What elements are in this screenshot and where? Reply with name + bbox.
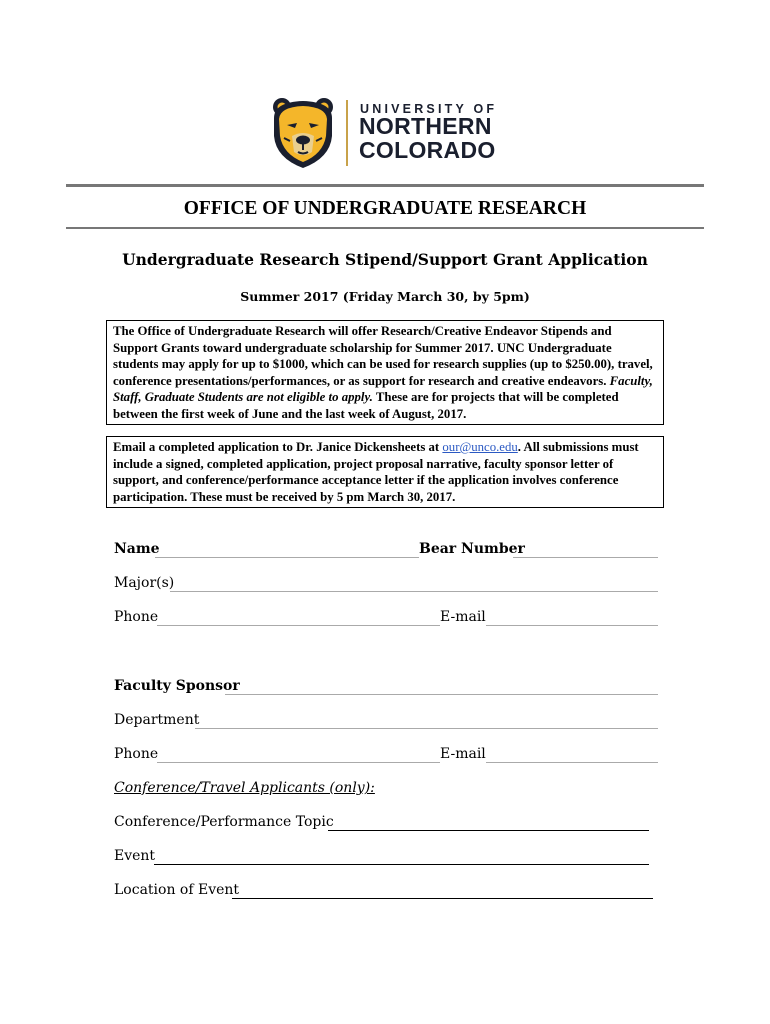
deadline-subtitle: Summer 2017 (Friday March 30, by 5pm): [240, 289, 530, 304]
conference-section-row: [114, 780, 658, 798]
event-row: [114, 848, 658, 866]
submission-text-start: Email a completed application to Dr. Janice Dickensheets at: [113, 440, 443, 454]
faculty-sponsor-field[interactable]: [225, 694, 658, 695]
logo-colorado: COLORADO: [359, 137, 496, 163]
student-phone-field[interactable]: [157, 625, 440, 626]
header-rule-top: [66, 184, 704, 187]
sponsor-phone-row: [114, 746, 658, 764]
program-info-box: [106, 320, 664, 425]
unc-logo: [270, 96, 510, 172]
department-row: [114, 712, 658, 730]
department-label: Department: [114, 712, 200, 728]
majors-label: Major(s): [114, 575, 175, 591]
event-location-field[interactable]: [232, 898, 653, 899]
event-label: Event: [114, 848, 156, 864]
name-field[interactable]: [155, 557, 419, 558]
event-field[interactable]: [154, 864, 649, 865]
office-title: OFFICE OF UNDERGRADUATE RESEARCH: [183, 198, 587, 219]
application-title: Undergraduate Research Stipend/Support Grant Application: [122, 250, 648, 269]
student-phone-label: Phone: [114, 609, 159, 625]
logo-divider: [346, 100, 348, 166]
event-location-label: Location of Event: [114, 882, 240, 898]
submission-info-box: [106, 436, 664, 508]
bear-head-icon: [270, 96, 336, 170]
sponsor-phone-label: Phone: [114, 746, 159, 762]
conference-topic-label: Conference/Performance Topic: [114, 814, 334, 830]
majors-field[interactable]: [170, 591, 658, 592]
conference-topic-field[interactable]: [328, 830, 649, 831]
student-email-field[interactable]: [486, 625, 658, 626]
logo-university-of: UNIVERSITY OF: [360, 102, 498, 116]
eligibility-note: Faculty, Staff, Graduate Students are not eligible to apply.: [113, 373, 653, 405]
faculty-sponsor-label: Faculty Sponsor: [114, 678, 240, 694]
sponsor-email-label: E-mail: [440, 746, 486, 762]
logo-northern: NORTHERN: [359, 113, 492, 139]
program-timeline-text: These are for projects that will be completed between the first week of June and the last week of August, 2017.: [113, 390, 619, 421]
conference-topic-row: [114, 814, 658, 832]
event-location-row: [114, 882, 658, 900]
bear-number-field[interactable]: [513, 557, 658, 558]
header-rule-bottom: [66, 227, 704, 229]
majors-row: [114, 575, 658, 593]
conference-section-label: Conference/Travel Applicants (only):: [114, 780, 375, 796]
faculty-sponsor-row: [114, 678, 658, 696]
sponsor-email-field[interactable]: [486, 762, 658, 763]
submission-requirements-text: . All submissions must include a signed, completed application, project proposal narrative, faculty sponsor letter of support, and conference/performance acceptance letter if the application involves conference participation. These must be received by 5 pm March 30, 2017.: [113, 440, 639, 504]
sponsor-phone-field[interactable]: [157, 762, 440, 763]
name-row: [114, 541, 658, 559]
name-label: Name: [114, 541, 160, 557]
bear-number-label: Bear Number: [419, 541, 525, 557]
program-info-text: The Office of Undergraduate Research will offer Research/Creative Endeavor Stipends and Support Grants toward undergraduate scholarship for Summer 2017. UNC Undergraduate students may apply for up to $1000, which can be used for research supplies (up to $250.00), travel, conference presentations/performances, or as support for research and creative endeavors.: [113, 324, 653, 388]
student-phone-row: [114, 609, 658, 627]
department-field[interactable]: [195, 728, 658, 729]
student-email-label: E-mail: [440, 609, 486, 625]
email-link[interactable]: our@unco.edu: [442, 440, 518, 454]
